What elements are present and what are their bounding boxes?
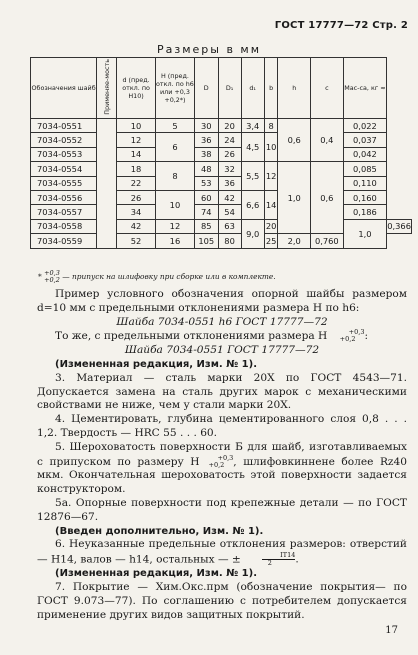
example-designation-2: Шайба 7034-0551 ГОСТ 17777—72: [124, 344, 320, 357]
body-text: [37, 288, 407, 623]
col-b: b: [264, 58, 278, 119]
col-c: c: [311, 58, 344, 119]
paragraph-5a: 5а. Опорные поверхности под крепежные детали — по ГОСТ 12876—67.: [37, 496, 407, 523]
edition-note: (Измененная редакция, Изм. № 1).: [55, 568, 258, 580]
table-row: 7034-0555 22 53 36 0,110: [31, 176, 412, 190]
col-D1: D₁: [218, 58, 241, 119]
table-caption: Размеры в мм: [156, 43, 262, 56]
table-row: 7034-0559 52 16 105 80 25 2,0 0,760: [31, 234, 412, 248]
table-row: 7034-0557 34 74 54 0,186: [31, 205, 412, 219]
edition-note: (Введен дополнительно, Изм. № 1).: [55, 525, 264, 537]
paragraph-example: Пример условного обозначения опорной шайбы размером d=10 мм с предельными отклонениями размера H по h6:: [37, 288, 407, 314]
col-d1: d₁: [241, 58, 264, 119]
col-H: H (пред. откл. по h6 или +0,3 +0,2*): [156, 58, 195, 119]
table-row: 7034-0552 12 6 36 24 4,5 10 0,037: [31, 133, 412, 147]
table-row: 7034-0554 18 8 48 32 5,5 12 1,0 0,6 0,085: [31, 162, 412, 176]
table-row: 7034-0551 10 5 30 20 3,4 8 0,6 0,4 0,022: [31, 119, 412, 133]
table-header-row: [31, 58, 412, 119]
dimensions-table: [30, 57, 412, 249]
edition-note: (Измененная редакция, Изм. № 1).: [55, 358, 258, 370]
example-designation: Шайба 7034-0551 h6 ГОСТ 17777—72: [116, 315, 328, 328]
page-number: 17: [385, 625, 398, 636]
paragraph-5: 5. Шероховатость поверхности Б для шайб, изготавливаемых с припуском по размеру H +0,3 +0,2 , шлифовкиннене более Rz40 мкм. Окончательная шероховатость этой поверхности задается конструктором.: [37, 440, 407, 496]
col-D: D: [194, 58, 218, 119]
table-row: 7034-0556 26 10 60 42 6,6 14 0,160: [31, 190, 412, 204]
table-row: 7034-0558 42 12 85 63 9,0 20 1,0 0,366: [31, 219, 412, 233]
col-d: d (пред. откл. по H10): [117, 58, 156, 119]
paragraph-3: 3. Материал — сталь марки 20Х по ГОСТ 4543—71. Допускается замена на сталь других марок с механическими свойствами не ниже, чем у стали марки 20Х.: [37, 371, 407, 412]
col-designation: Обозначения шайб: [31, 58, 97, 119]
paragraph-example-2: То же, с предельными отклонениями размера H +0,3 +0,2 :: [55, 328, 369, 344]
paragraph-4: 4. Цементировать, глубина цементированного слоя 0,8 . . . 1,2. Твердость — HRC 55 . . . 60.: [37, 413, 407, 439]
table-row: 7034-0553 14 38 26 0,042: [31, 147, 412, 161]
paragraph-6: 6. Неуказанные предельные отклонения размеров: отверстий— H14, валов — h14, остальных — ± $\frac{IT14}{2}$.: [37, 538, 407, 568]
col-h: h: [278, 58, 311, 119]
col-mass: Мас-са, кг ≈: [343, 58, 387, 119]
paragraph-7: 7. Покрытие — Хим.Окс.прм (обозначение покрытия— по ГОСТ 9.073—77). По соглашению с потребителем допускается применение других видов защитных покрытий.: [37, 581, 407, 621]
table-footnote: * +0,3 +0,2 — припуск на шлифовку при сборке или в комплекте.: [38, 269, 276, 284]
col-application: Применяе-мость: [97, 58, 117, 119]
page-header: ГОСТ 17777—72 Стр. 2: [274, 20, 408, 31]
